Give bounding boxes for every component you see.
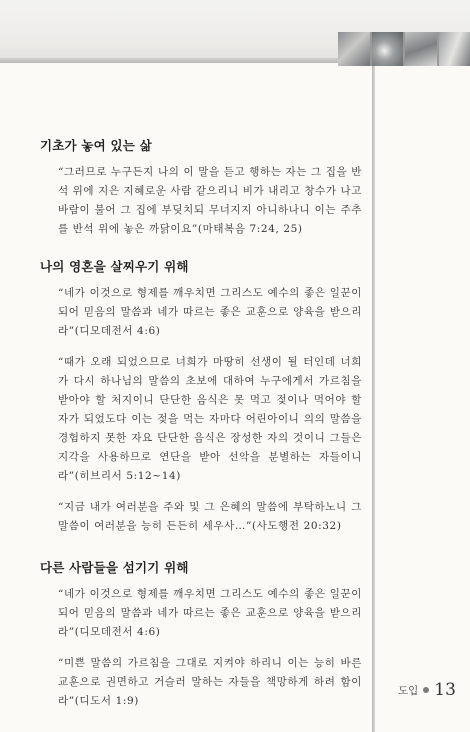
header-photo <box>439 32 470 66</box>
section-title: 나의 영혼을 살찌우기 위해 <box>40 259 189 274</box>
verse-quote: “미쁜 말씀의 가르침을 그대로 지켜야 하리니 이는 능히 바른 교훈으로 권면하고 거슬러 말하는 자들을 책망하게 하려 함이라”(디도서 1:9) <box>58 657 362 707</box>
verse-quote: “때가 오래 되었으므로 너희가 마땅히 선생이 될 터인데 너희가 다시 하나님의 말씀의 초보에 대하여 누구에게서 가르침을 받아야 할 처지이니 단단한 음식은 못 먹고 젖이나 먹어야 할 자가 되었도다 이는 젖을 먹는 자마다 어린아이니 의의 말씀을 경험하지 못한 자요 단단한 음식은 장성한 자의 것이니 그들은 지각을 사용하므로 연단을 받아 선악을 분별하는 자들이니라”(히브리서 5:12~14) <box>58 356 362 482</box>
page-number: 13 <box>434 680 456 700</box>
header-rule <box>0 58 338 63</box>
header-photo <box>405 32 437 66</box>
page-footer <box>398 680 456 700</box>
header-photo <box>338 32 370 66</box>
verse-quote: “네가 이것으로 형제를 깨우치면 그리스도 예수의 좋은 일꾼이 되어 믿음의 말씀과 네가 따르는 좋은 교훈으로 양육을 받으리라”(디모데전서 4:6) <box>58 287 362 337</box>
verse-quote: “그러므로 누구든지 나의 이 말을 듣고 행하는 자는 그 집을 반석 위에 지은 지혜로운 사람 같으리니 비가 내리고 창수가 나고 바람이 불어 그 집에 부딪치되 무너지지 아니하나니 이는 주추를 반석 위에 놓은 까닭이요”(마태복음 7:24, 25) <box>58 166 363 235</box>
header-photo <box>372 32 404 66</box>
section-nourish-soul <box>40 257 362 536</box>
section-foundation <box>40 136 362 239</box>
page-body <box>40 118 362 723</box>
header-photo-strip <box>338 32 470 66</box>
section-title: 다른 사람들을 섬기기 위해 <box>40 560 189 575</box>
verse-quote: “지금 내가 여러분을 주와 및 그 은혜의 말씀에 부탁하노니 그 말씀이 여러분을 능히 든든히 세우사…”(사도행전 20:32) <box>58 501 362 532</box>
footer-chapter-label: 도입 <box>398 684 419 697</box>
bullet-dot-icon <box>423 687 429 693</box>
section-title: 기초가 놓여 있는 삶 <box>40 138 152 153</box>
verse-quote: “네가 이것으로 형제를 깨우치면 그리스도 예수의 좋은 일꾼이 되어 믿음의 말씀과 네가 따르는 좋은 교훈으로 양육을 받으리라”(디모데전서 4:6) <box>58 588 362 638</box>
section-serve-others <box>40 558 362 711</box>
vertical-divider <box>372 66 375 732</box>
